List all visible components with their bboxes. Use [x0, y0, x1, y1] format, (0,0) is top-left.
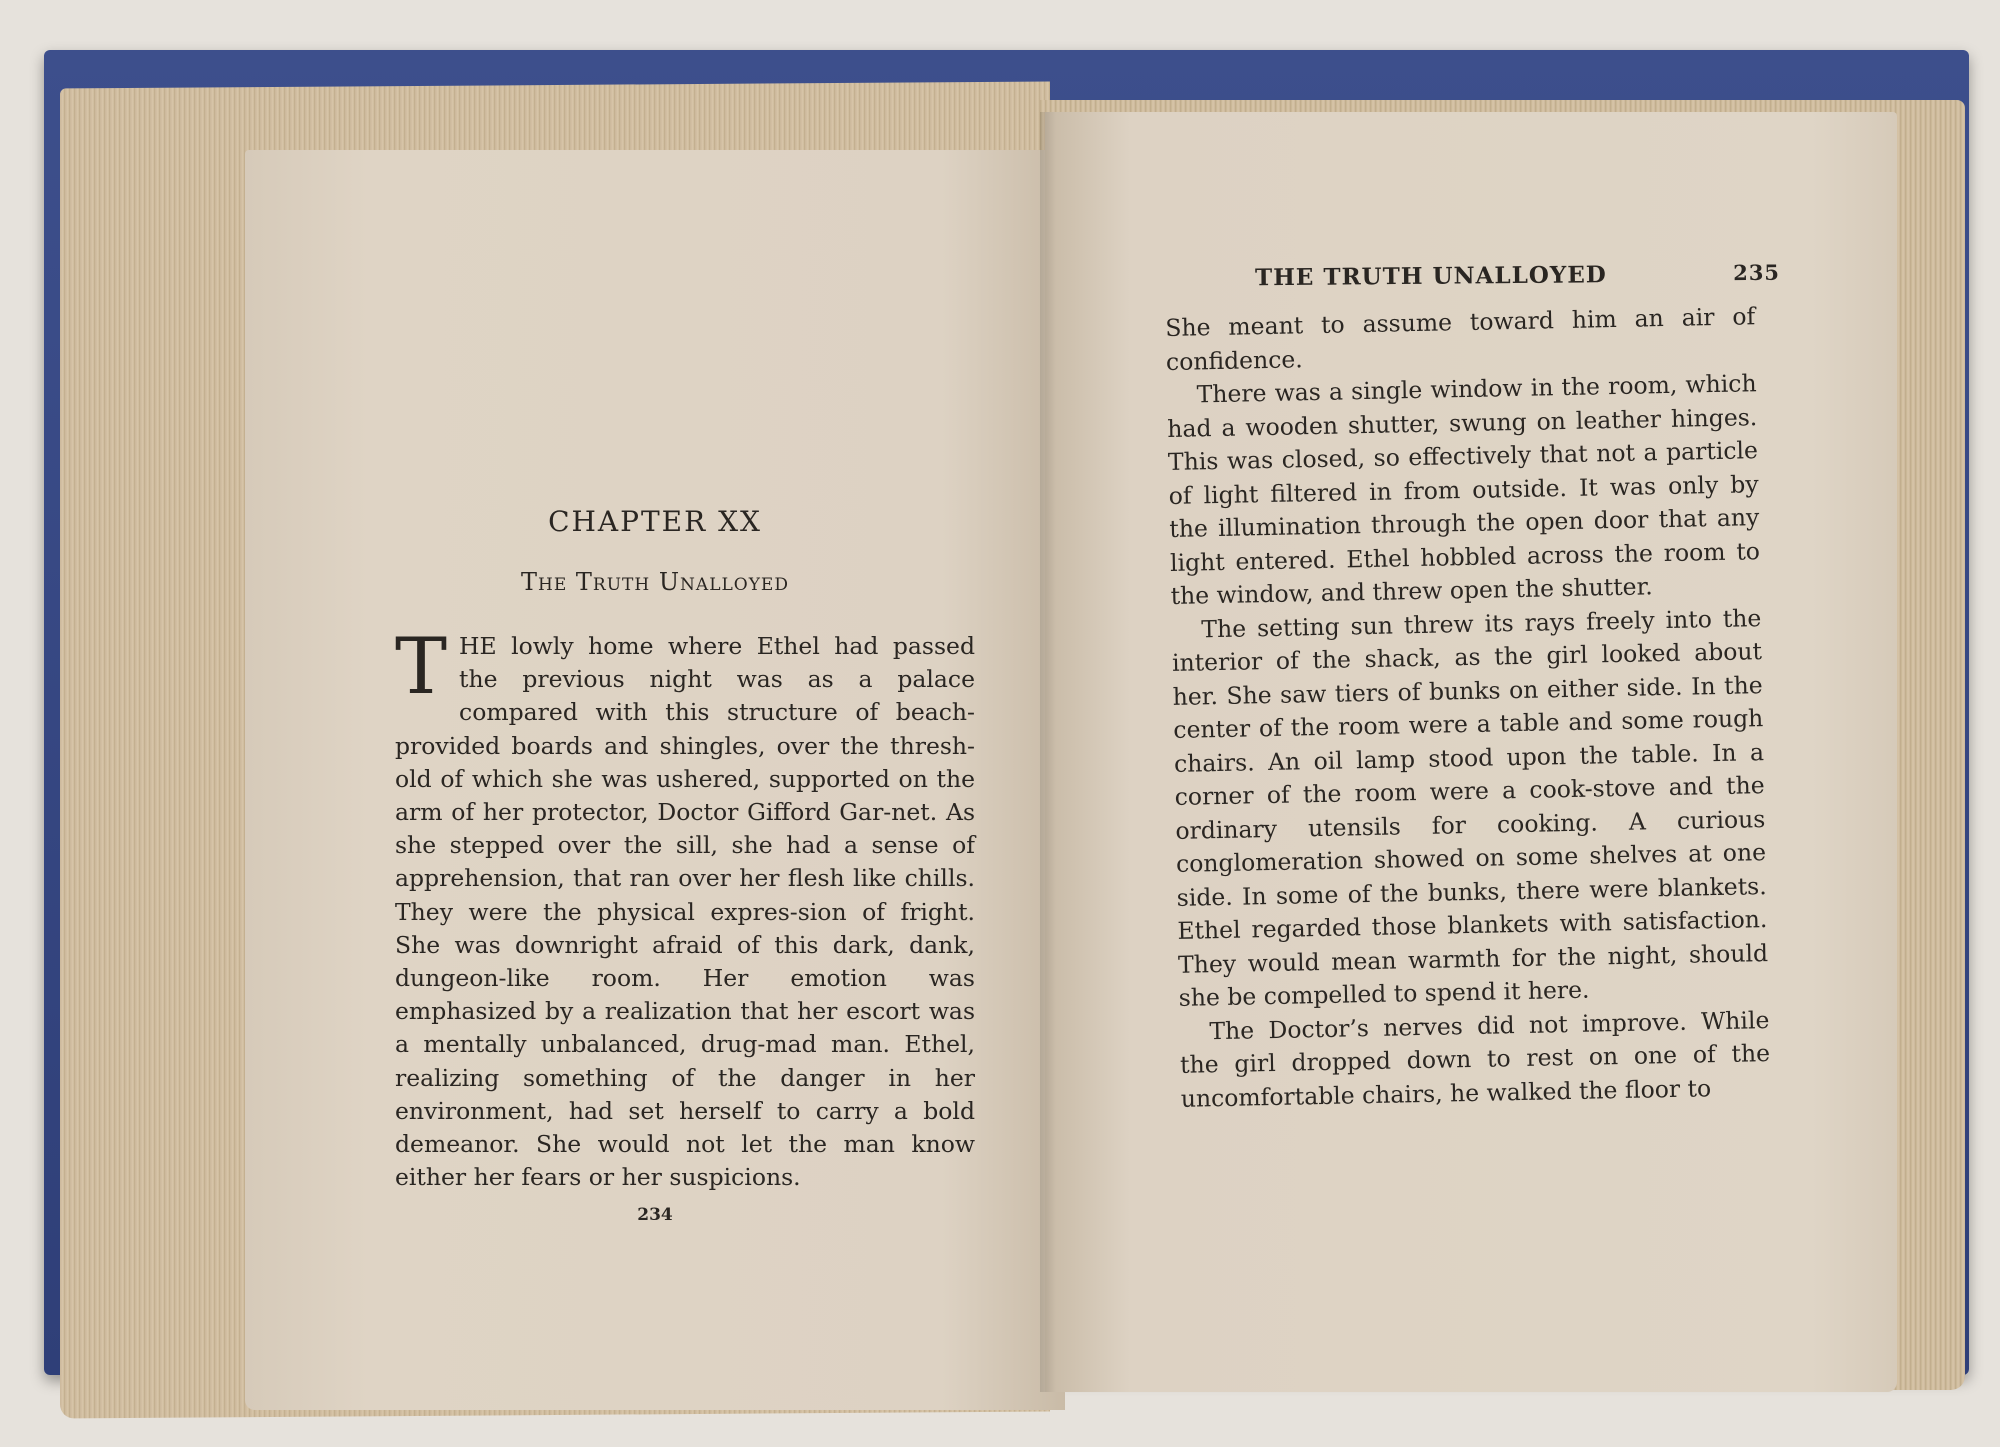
opening-paragraph-text: HE lowly home where Ethel had passed the previous night was as a palace compared with this structure of beach-provided boards and shingles, over the thresh-old of which she was ushered, supported on the arm of her protector, Doctor Gifford Gar-net. As she stepped over the sill, she had a sense of apprehension, that ran over her flesh like chills. They were the physical expres-sion of fright. She was downright afraid of this dark, dank, dungeon-like room. Her emotion was emphasized by a realization that her escort was a mentally unbalanced, drug-mad man. Ethel, realizing something of the danger in her environment, had set herself to carry a bold demeanor. She would not let the man know either her fears or her suspicions. [395, 632, 975, 1192]
left-page-body [395, 622, 975, 1194]
page-number-right: 235 [1733, 259, 1781, 286]
chapter-heading: CHAPTER XX [548, 505, 762, 538]
page-number-left: 234 [637, 1205, 673, 1225]
running-head [1255, 260, 1780, 292]
opening-paragraph [395, 622, 975, 1194]
right-page-body [1165, 300, 1771, 1116]
book-gutter [1040, 112, 1056, 1392]
paragraph: She meant to assume toward him an air of confidence. [1165, 302, 1756, 376]
running-head-title: THE TRUTH UNALLOYED [1254, 261, 1607, 292]
paragraph: The Doctor’s nerves did not improve. While the girl dropped down to rest on one of the uncomfortable chairs, he walked the floor to [1179, 1005, 1771, 1113]
chapter-title: The Truth Unalloyed [521, 568, 789, 596]
paragraph: The setting sun threw its rays freely into the interior of the shack, as the girl looked about her. She saw tiers of bunks on either side. In the center of the room were a table and some rough chairs. An oil lamp stood upon the table. In a corner of the room were a cook-stove and the ordinary utensils for cooking. A curious conglomeration showed on some shelves at one side. In some of the bunks, there were blankets. Ethel regarded those blankets with satisfaction. They would mean warmth for the night, should she be compelled to spend it here. [1171, 603, 1769, 1012]
drop-cap: T [395, 622, 448, 712]
right-page [1045, 112, 1897, 1392]
left-page [245, 150, 1065, 1410]
paragraph: There was a single window in the room, which had a wooden shutter, swung on leather hinges. This was closed, so effectively that not a particle of light filtered in from outside. It was only by the illumination through the open door that any light entered. Ethel hobbled across the room to the window, and threw open the shutter. [1167, 369, 1761, 610]
